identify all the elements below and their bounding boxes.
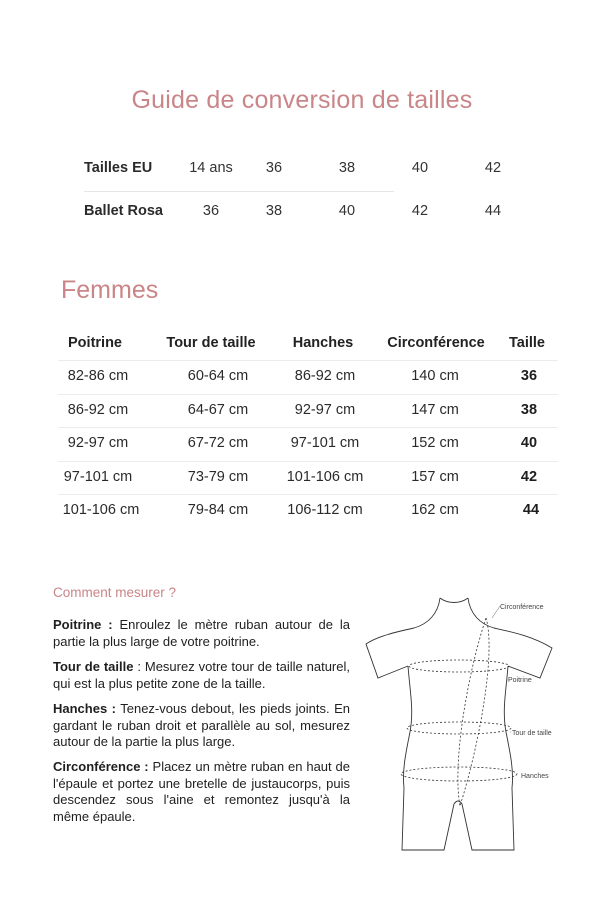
table-row — [58, 394, 558, 428]
taille-line — [407, 722, 511, 734]
cell-hanches: 92-97 cm — [294, 401, 356, 418]
instruction-hanches — [53, 701, 350, 751]
cell-size: 44 — [522, 502, 540, 518]
women-size-table — [58, 330, 558, 528]
column-header: Tour de taille — [166, 335, 256, 351]
instruction-term: Tour de taille — [53, 659, 134, 674]
row-label: Ballet Rosa — [84, 203, 163, 219]
conversion-cell: 42 — [484, 160, 502, 176]
cell-circonference: 152 cm — [411, 435, 459, 451]
cell-size: 42 — [520, 468, 538, 485]
leader-line — [492, 606, 500, 618]
cell-taille: 73-79 cm — [187, 468, 249, 485]
body-measurement-diagram — [356, 592, 576, 862]
column-header: Circonférence — [387, 335, 485, 351]
cell-poitrine: 101-106 cm — [62, 502, 140, 518]
cell-circonference: 147 cm — [411, 401, 459, 418]
cell-size: 36 — [520, 368, 538, 384]
conversion-cell: 40 — [338, 203, 356, 219]
cell-poitrine: 82-86 cm — [67, 368, 129, 384]
row-label: Tailles EU — [84, 160, 153, 176]
column-header: Taille — [509, 335, 545, 351]
cell-poitrine: 92-97 cm — [67, 435, 129, 451]
table-row — [58, 360, 558, 394]
cell-taille: 64-67 cm — [187, 401, 249, 418]
cell-size: 40 — [520, 435, 538, 451]
cell-hanches: 86-92 cm — [294, 368, 356, 384]
label-circonference: Circonférence — [500, 604, 544, 611]
page-title: Guide de conversion de tailles — [131, 86, 473, 114]
conversion-row-eu — [84, 160, 524, 184]
cell-poitrine: 97-101 cm — [63, 468, 133, 485]
cell-circonference: 157 cm — [411, 468, 459, 485]
conversion-cell: 38 — [338, 160, 356, 176]
instruction-term: Poitrine : — [53, 617, 113, 632]
cell-hanches: 101-106 cm — [286, 468, 364, 485]
circonference-line — [458, 618, 489, 806]
cell-hanches: 97-101 cm — [290, 435, 360, 451]
conversion-cell: 42 — [411, 203, 429, 219]
cell-hanches: 106-112 cm — [287, 502, 363, 518]
divider — [84, 191, 394, 192]
instruction-text: : Mesurez votre tour de taille naturel, qui est la plus petite zone de la taille. — [53, 659, 350, 691]
howto-title: Comment mesurer ? — [53, 585, 177, 600]
cell-taille: 67-72 cm — [187, 435, 249, 451]
table-row — [58, 427, 558, 461]
conversion-cell: 38 — [265, 203, 283, 219]
table-row — [58, 494, 558, 528]
instruction-tour-de-taille — [53, 659, 350, 692]
instruction-text: Tenez-vous debout, les pieds joints. En gardant le ruban droit et parallèle au sol, mesurez autour de la partie la plus large. — [53, 701, 350, 749]
instruction-circonference — [53, 759, 350, 825]
column-header: Poitrine — [68, 335, 122, 351]
conversion-row-ballet-rosa — [84, 203, 524, 227]
label-poitrine: Poitrine — [508, 677, 532, 684]
instruction-text: Enroulez le mètre ruban autour de la partie la plus large de votre poitrine. — [53, 617, 350, 649]
section-heading-femmes: Femmes — [61, 276, 159, 304]
cell-size: 38 — [520, 401, 538, 418]
hanches-line — [401, 767, 517, 781]
instruction-text: Placez un mètre ruban en haut de l'épaule et portez une bretelle de justaucorps, puis descendez sous l'aine et remontez jusqu'à la même épaule. — [53, 759, 350, 824]
table-header — [58, 330, 558, 360]
conversion-cell: 36 — [202, 203, 220, 219]
poitrine-line — [409, 660, 509, 672]
cell-circonference: 140 cm — [411, 368, 459, 384]
conversion-table — [84, 160, 524, 227]
cell-taille: 60-64 cm — [187, 368, 249, 384]
conversion-cell: 36 — [265, 160, 283, 176]
body-outline — [366, 598, 552, 850]
instruction-term: Circonférence : — [53, 759, 149, 774]
label-hanches: Hanches — [521, 773, 549, 780]
label-tour-de-taille: Tour de taille — [512, 730, 552, 737]
column-header: Hanches — [292, 335, 354, 351]
cell-poitrine: 86-92 cm — [67, 401, 129, 418]
conversion-cell: 14 ans — [189, 160, 233, 176]
conversion-cell: 44 — [484, 203, 502, 219]
cell-taille: 79-84 cm — [187, 502, 249, 518]
table-row — [58, 461, 558, 495]
cell-circonference: 162 cm — [411, 502, 459, 518]
conversion-cell: 40 — [411, 160, 429, 176]
instruction-term: Hanches : — [53, 701, 116, 716]
instruction-poitrine — [53, 617, 350, 650]
